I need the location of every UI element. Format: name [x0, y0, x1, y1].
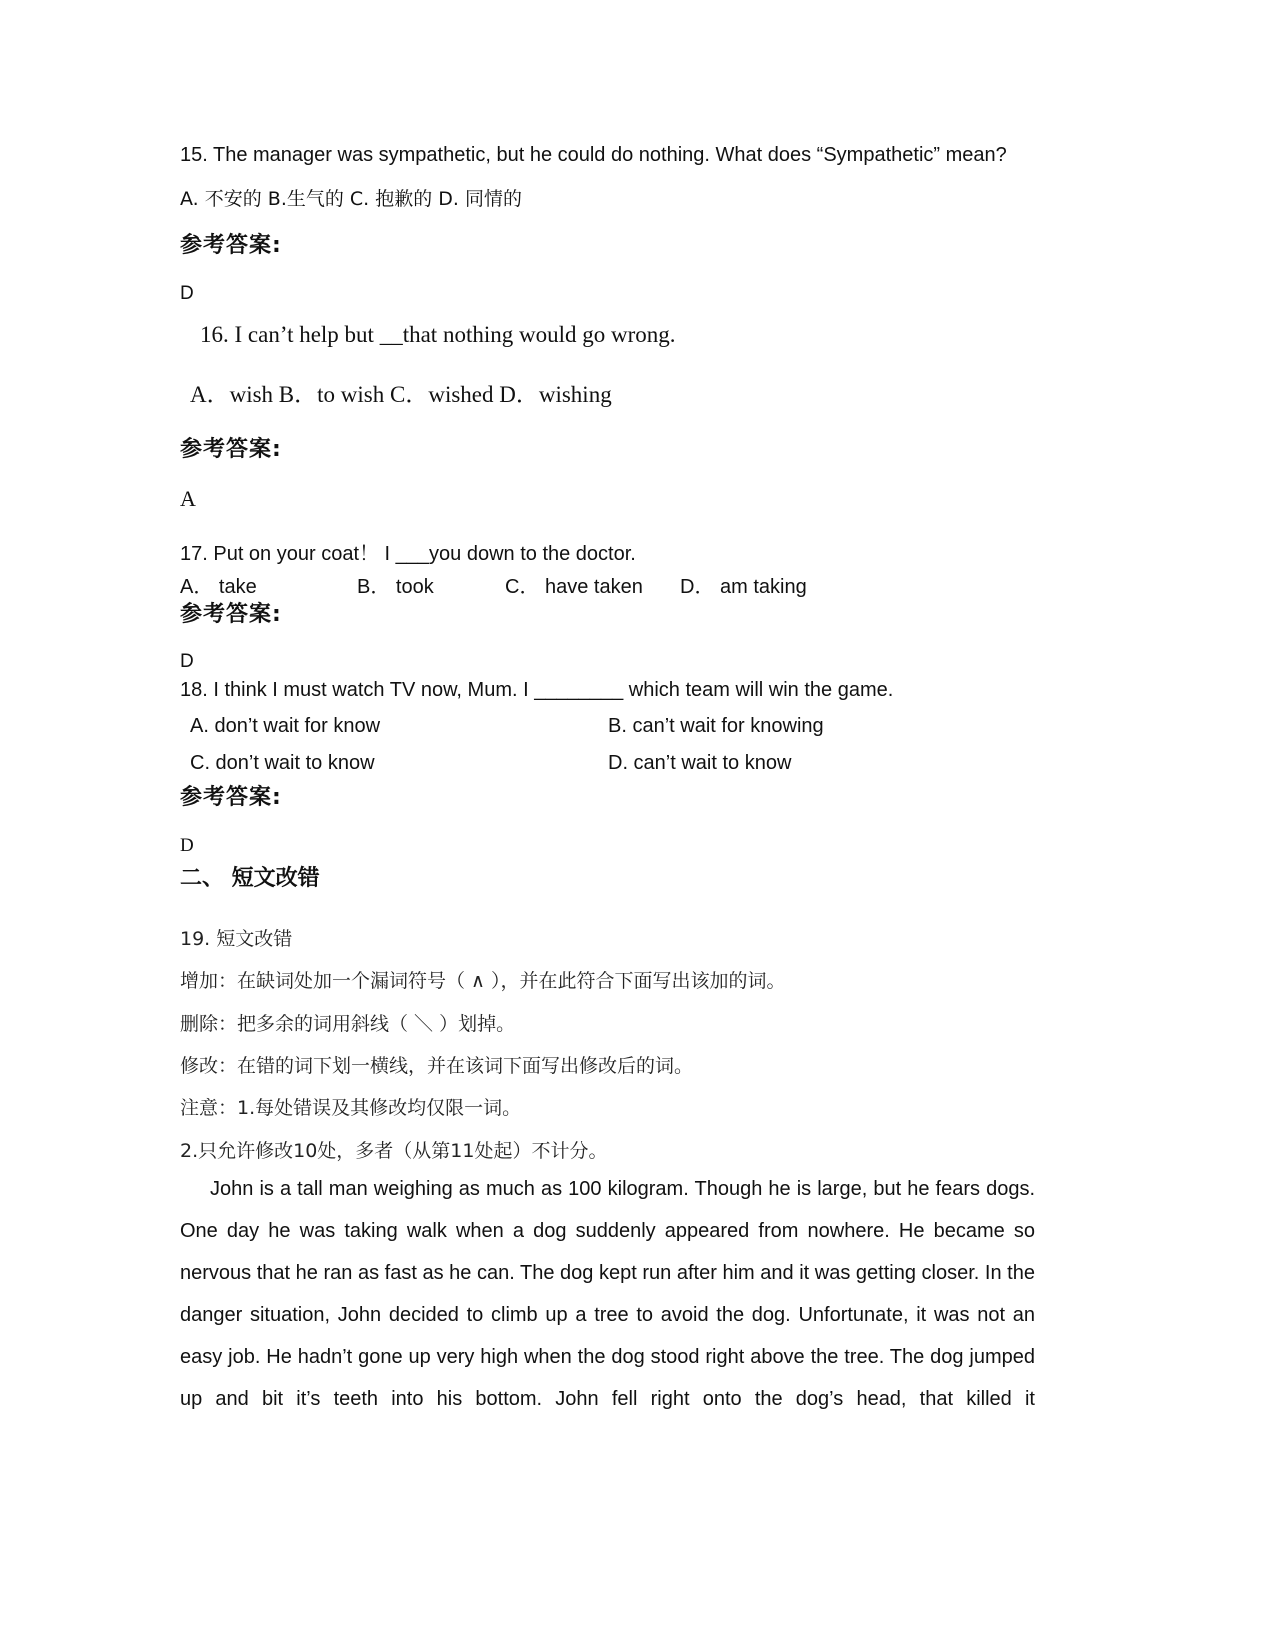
- rule-delete: 删除：把多余的词用斜线（ ＼ ）划掉。: [180, 1013, 516, 1035]
- question-16-stem: 16. I can’t help but __that nothing would go wrong.: [200, 322, 676, 347]
- question-17-option-b: B． took: [357, 576, 434, 598]
- question-17-stem: 17. Put on your coat！ I ___you down to the doctor.: [180, 543, 636, 565]
- passage-line: One day he was taking walk when a dog suddenly appeared from nowhere. He became so: [180, 1220, 1035, 1242]
- rule-modify: 修改：在错的词下划一横线，并在该词下面写出修改后的词。: [180, 1055, 694, 1077]
- passage-line: easy job. He hadn’t gone up very high when the dog stood right above the tree. The dog jumped: [180, 1346, 1035, 1368]
- question-17-answer-label: 参考答案:: [180, 602, 282, 627]
- passage-line: John is a tall man weighing as much as 100 kilogram. Though he is large, but he fears dogs.: [210, 1178, 1035, 1200]
- note-2: 2.只允许修改10处，多者（从第11处起）不计分。: [180, 1140, 608, 1162]
- question-16-answer-label: 参考答案:: [180, 437, 282, 462]
- question-18-option-d: D. can’t wait to know: [608, 752, 792, 774]
- passage-line: up and bit it’s teeth into his bottom. John fell right onto the dog’s head, that killed it: [180, 1388, 1035, 1410]
- question-18-option-c: C. don’t wait to know: [190, 752, 375, 774]
- question-16-options: A．wish B．to wish C．wished D．wishing: [190, 382, 612, 407]
- question-18-option-b: B. can’t wait for knowing: [608, 715, 824, 737]
- question-16-answer: A: [180, 486, 196, 511]
- question-18-stem: 18. I think I must watch TV now, Mum. I ________ which team will win the game.: [180, 679, 894, 701]
- section-heading: 二、 短文改错: [180, 866, 320, 891]
- question-19-title: 19. 短文改错: [180, 928, 293, 950]
- question-18-answer: D: [180, 835, 194, 856]
- question-18-option-a: A. don’t wait for know: [190, 715, 381, 737]
- question-15-options: A. 不安的 B.生气的 C. 抱歉的 D. 同情的: [180, 188, 522, 210]
- question-17-option-a: A． take: [180, 576, 257, 598]
- passage-line: nervous that he ran as fast as he can. The dog kept run after him and it was getting closer. In the: [180, 1262, 1035, 1284]
- question-17-answer: D: [180, 651, 194, 672]
- question-15-answer: D: [180, 283, 194, 304]
- question-18-answer-label: 参考答案:: [180, 785, 282, 810]
- note-1: 注意：1.每处错误及其修改均仅限一词。: [180, 1097, 522, 1119]
- rule-add: 增加：在缺词处加一个漏词符号（ ∧ ），并在此符合下面写出该加的词。: [180, 970, 786, 992]
- passage-line: danger situation, John decided to climb up a tree to avoid the dog. Unfortunate, it was not an: [180, 1304, 1035, 1326]
- passage: [180, 1168, 1035, 1420]
- question-17-option-d: D． am taking: [680, 576, 807, 598]
- question-15-stem: 15. The manager was sympathetic, but he could do nothing. What does “Sympathetic” mean?: [180, 144, 1007, 166]
- question-15-answer-label: 参考答案:: [180, 233, 282, 258]
- question-17-option-c: C． have taken: [505, 576, 643, 598]
